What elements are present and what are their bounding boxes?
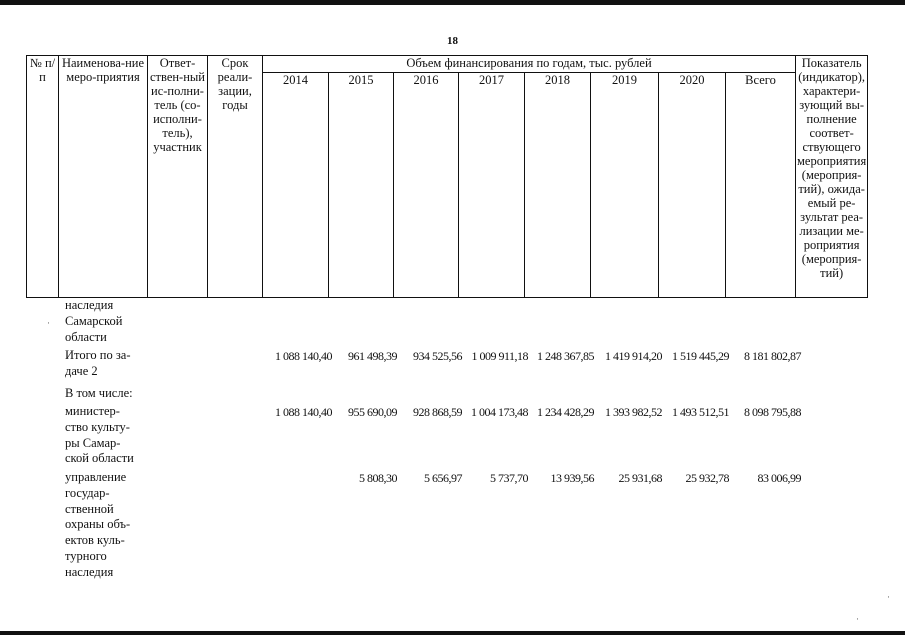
- header-cell-responsible: Ответ-ствен-ный ис-полни-тель (со-исполни-тель), участник: [148, 56, 208, 298]
- admin-value-all: 83 006,99: [757, 471, 801, 485]
- total-value-2017: 1 009 911,18: [471, 349, 528, 363]
- ministry-value-2014: 1 088 140,40: [275, 405, 332, 419]
- ministry-value-all: 8 098 795,88: [744, 405, 801, 419]
- heritage-admin-label: управление государ- ственной охраны объ- ектов куль- турного наследия: [65, 470, 131, 579]
- scan-speck: ·: [856, 614, 859, 624]
- bottom-border-rule: [0, 631, 905, 635]
- ministry-value-2019: 1 393 982,52: [605, 405, 662, 419]
- header-cell-term: Срок реали-зации, годы: [208, 56, 263, 298]
- header-year-2016: 2016: [394, 73, 459, 298]
- admin-value-2015: 5 808,30: [359, 471, 397, 485]
- admin-value-2019: 25 931,68: [618, 471, 662, 485]
- page-number: 18: [447, 35, 458, 47]
- including-label: В том числе:: [65, 386, 133, 400]
- ministry-value-2020: 1 493 512,51: [672, 405, 729, 419]
- total-task2-label: Итого по за- даче 2: [65, 348, 131, 378]
- scan-speck: ·: [47, 318, 50, 328]
- total-value-2016: 934 525,56: [413, 349, 462, 363]
- admin-value-2020: 25 932,78: [685, 471, 729, 485]
- total-value-2015: 961 498,39: [348, 349, 397, 363]
- total-value-all: 8 181 802,87: [744, 349, 801, 363]
- header-cell-funding: Объем финансирования по годам, тыс. рублей: [263, 56, 796, 73]
- header-cell-no: № п/п: [27, 56, 59, 298]
- header-year-total: Всего: [726, 73, 796, 298]
- scan-speck: ·: [887, 592, 890, 602]
- header-year-2015: 2015: [329, 73, 394, 298]
- admin-value-2016: 5 656,97: [424, 471, 462, 485]
- admin-value-2018: 13 939,56: [550, 471, 594, 485]
- header-year-2019: 2019: [591, 73, 659, 298]
- header-year-2014: 2014: [263, 73, 329, 298]
- header-year-2018: 2018: [525, 73, 591, 298]
- ministry-value-2018: 1 234 428,29: [537, 405, 594, 419]
- header-cell-name: Наименова-ние меро-приятия: [59, 56, 148, 298]
- total-value-2020: 1 519 445,29: [672, 349, 729, 363]
- header-year-2017: 2017: [459, 73, 525, 298]
- continued-name-text: наследия Самарской области: [65, 298, 123, 344]
- ministry-value-2016: 928 868,59: [413, 405, 462, 419]
- total-value-2018: 1 248 367,85: [537, 349, 594, 363]
- ministry-value-2015: 955 690,09: [348, 405, 397, 419]
- top-border-rule: [0, 0, 905, 5]
- ministry-value-2017: 1 004 173,48: [471, 405, 528, 419]
- admin-value-2017: 5 737,70: [490, 471, 528, 485]
- header-table: [26, 55, 868, 298]
- header-year-2020: 2020: [659, 73, 726, 298]
- total-value-2014: 1 088 140,40: [275, 349, 332, 363]
- header-cell-indicator: Показатель (индикатор), характери-зующий вы-полнение соответ-ствующего мероприятия (мероприя-тий), ожида-емый ре-зультат реа-лизации ме-роприятия (мероприя-тий): [796, 56, 868, 298]
- total-value-2019: 1 419 914,20: [605, 349, 662, 363]
- ministry-culture-label: министер- ство культу- ры Самар- ской области: [65, 404, 134, 466]
